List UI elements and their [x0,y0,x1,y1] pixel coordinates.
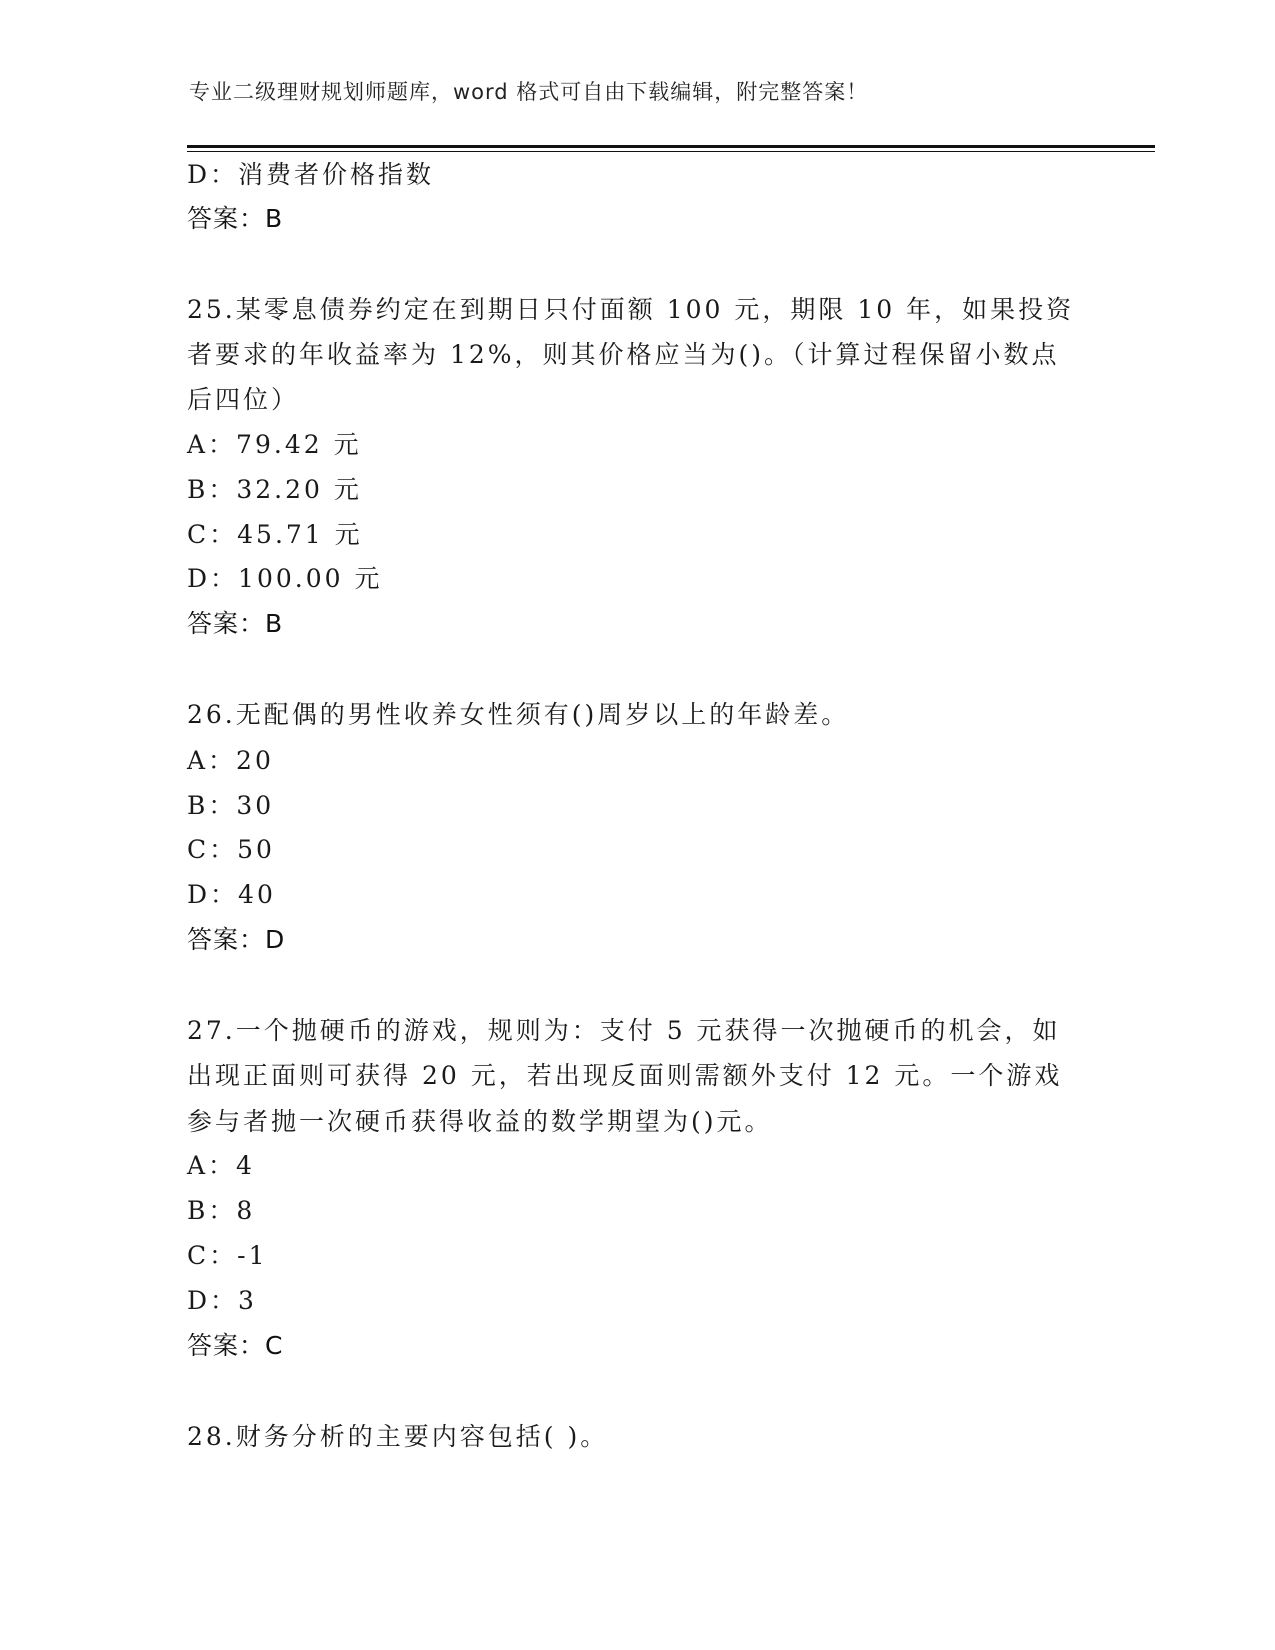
q27-answer: 答案：C [187,1331,284,1360]
q26-option-c: C：50 [187,835,275,864]
q25-option-d: D：100.00 元 [187,564,383,593]
q26-answer: 答案：D [187,925,286,954]
q27-stem-line-3: 参与者抛一次硬币获得收益的数学期望为()元。 [187,1107,773,1136]
q27-option-d: D：3 [187,1286,257,1315]
q27-option-b: B：8 [187,1196,256,1225]
q25-option-b: B：32.20 元 [187,475,362,504]
q24-option-d: D：消费者价格指数 [187,160,435,189]
q27-stem-line-1: 27.一个抛硬币的游戏，规则为：支付 5 元获得一次抛硬币的机会，如 [187,1016,1061,1045]
header-rule-thin [187,151,1155,152]
q26-option-b: B：30 [187,791,275,820]
page-header: 专业二级理财规划师题库，word 格式可自由下载编辑，附完整答案！ [189,80,869,104]
q25-stem-line-3: 后四位） [187,385,300,414]
q27-option-a: A：4 [187,1151,255,1180]
q24-answer: 答案：B [187,204,284,233]
q26-option-a: A：20 [187,746,274,775]
q26-option-d: D：40 [187,880,276,909]
q27-stem-line-2: 出现正面则可获得 20 元，若出现反面则需额外支付 12 元。一个游戏 [187,1061,1063,1090]
q27-option-c: C：-1 [187,1241,268,1270]
q25-option-a: A：79.42 元 [187,430,362,459]
q25-stem-line-2: 者要求的年收益率为 12%，则其价格应当为()。（计算过程保留小数点 [187,340,1060,369]
q25-answer: 答案：B [187,609,284,638]
q26-stem-line-1: 26.无配偶的男性收养女性须有()周岁以上的年龄差。 [187,700,850,729]
q28-stem-line-1: 28.财务分析的主要内容包括( )。 [187,1422,609,1451]
q25-option-c: C：45.71 元 [187,520,363,549]
q25-stem-line-1: 25.某零息债券约定在到期日只付面额 100 元，期限 10 年，如果投资 [187,295,1075,324]
header-rule-thick [187,145,1155,148]
